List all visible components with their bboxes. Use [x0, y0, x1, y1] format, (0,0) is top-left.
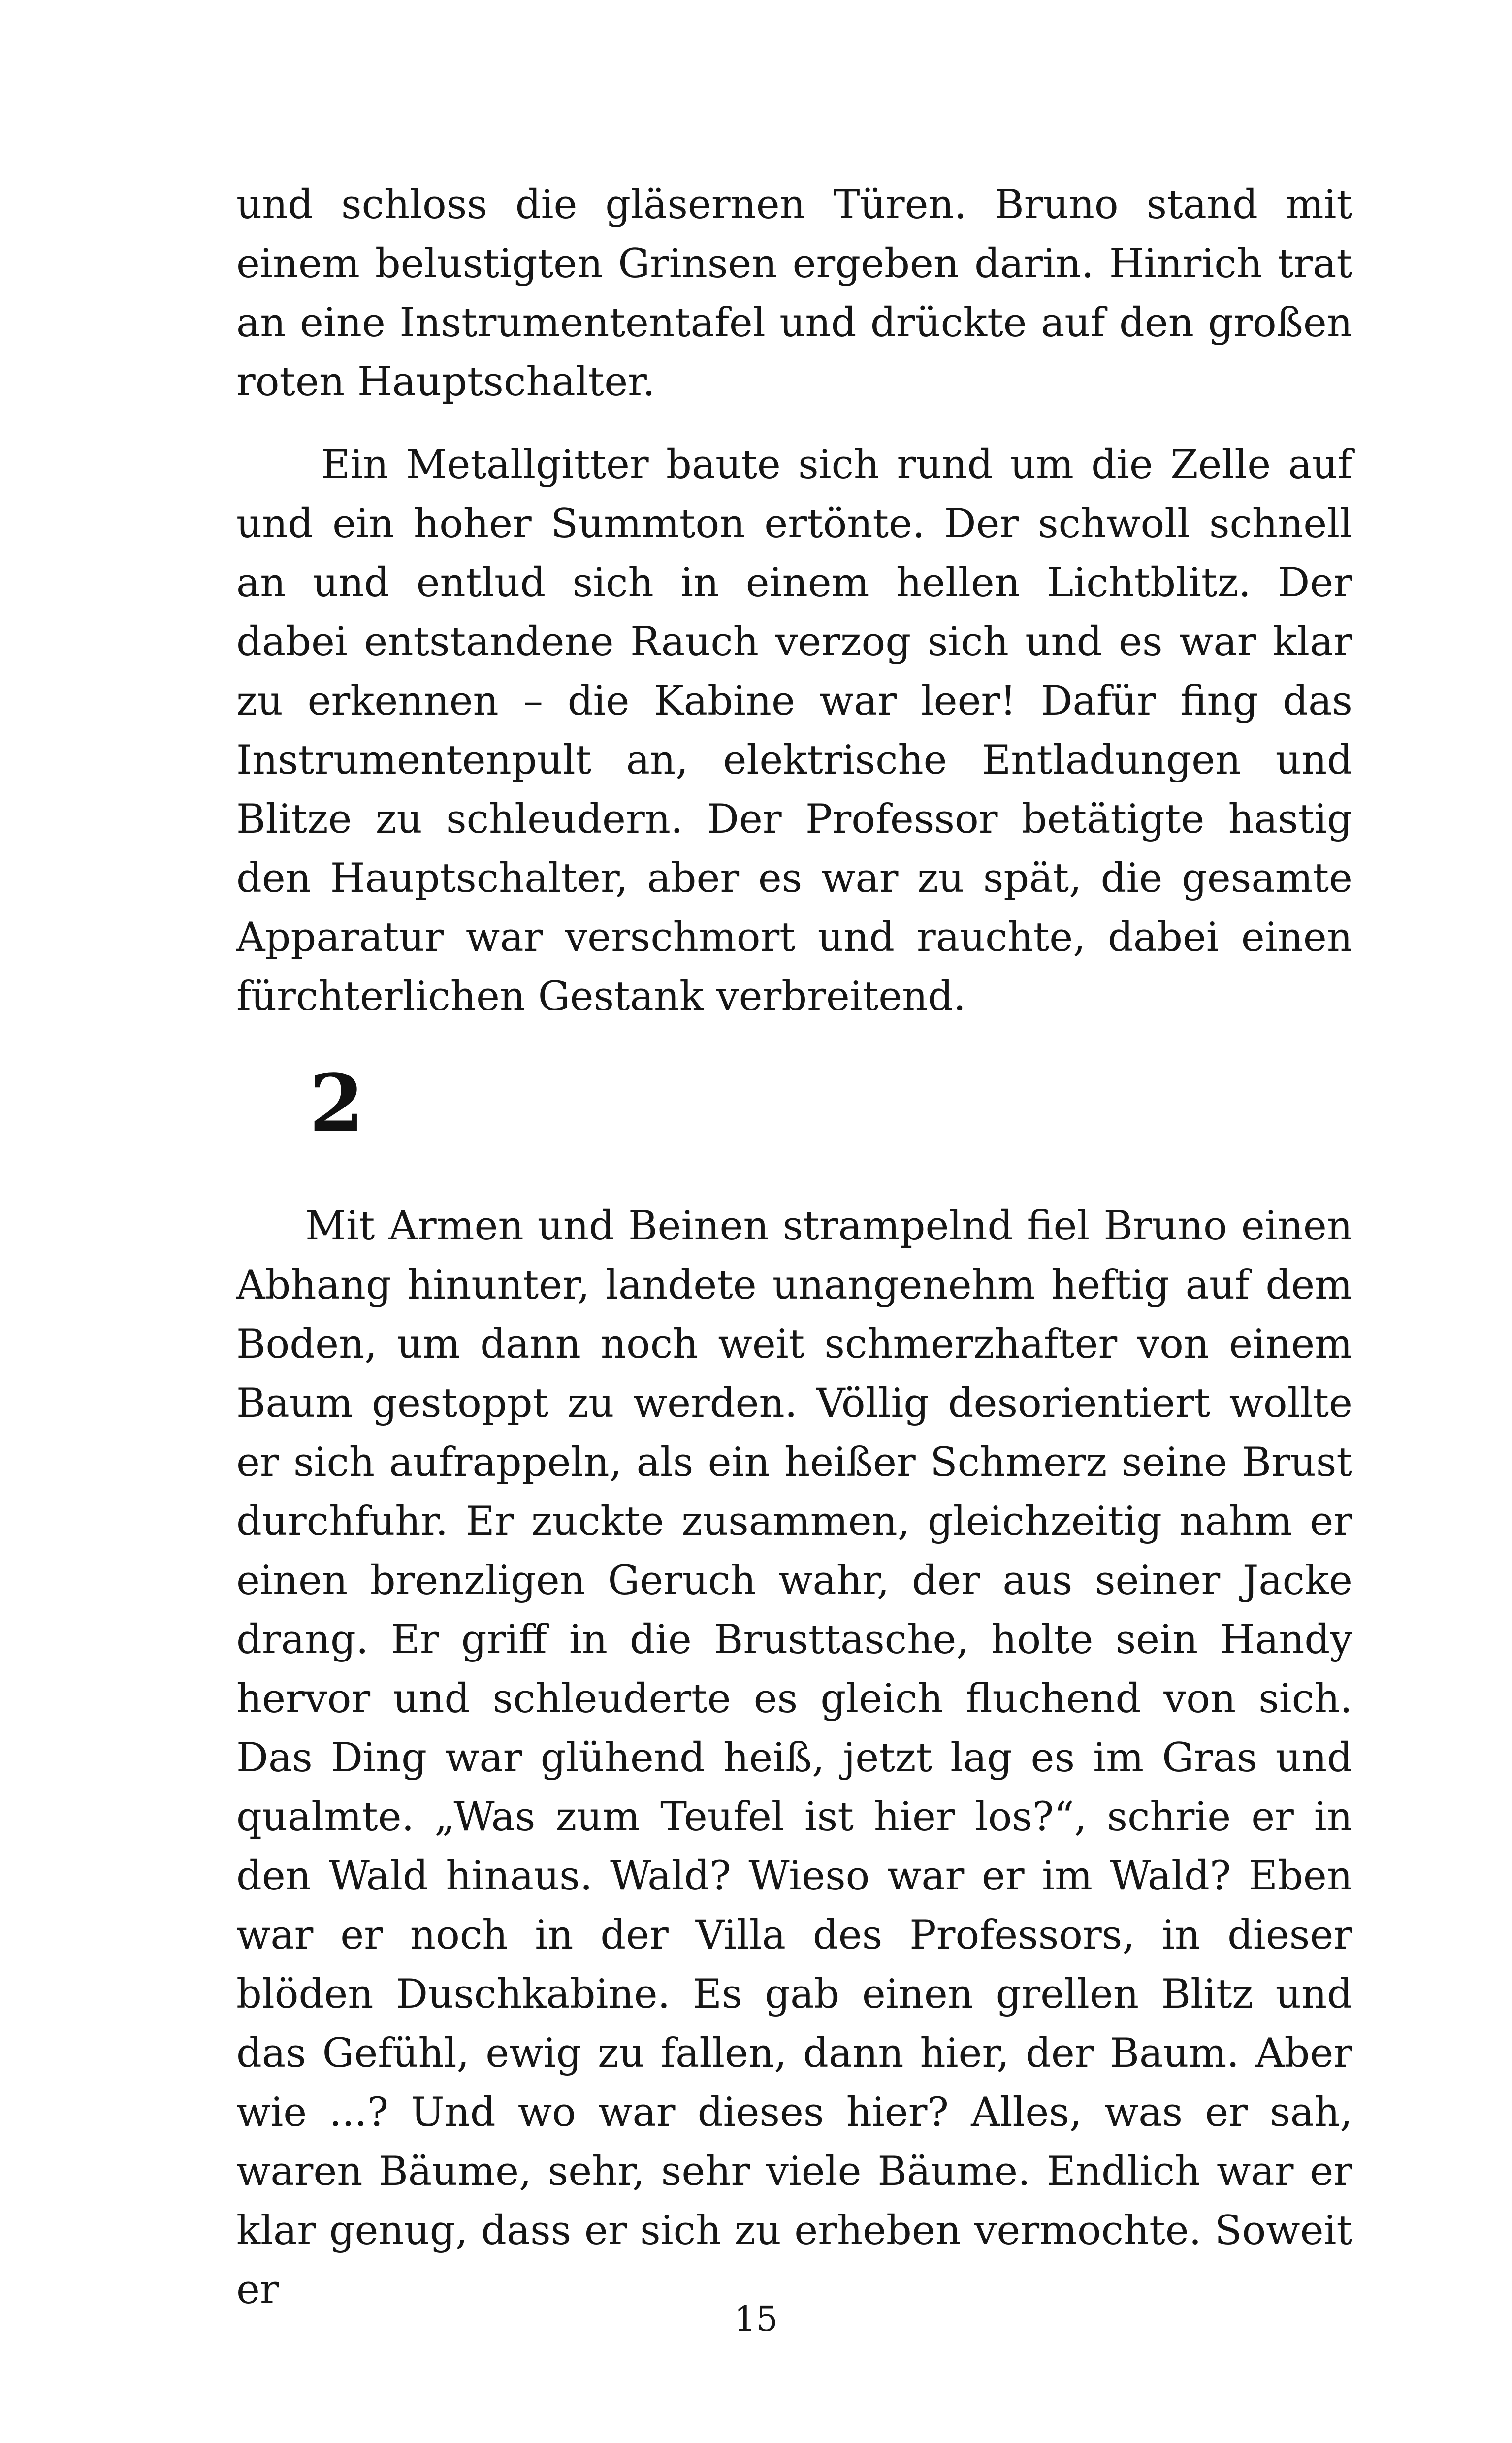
- text-block-top: [236, 175, 1352, 412]
- paragraph-metallgitter: Ein Metallgitter baute sich rund um die Zelle auf und ein hoher Summton ertönte. Der schwoll schnell an und entlud sich in einem hellen Lichtblitz. Der dabei entstandene Rauch verzog sich und es war klar zu erkennen – die Kabine war leer! Dafür fing das Instrumentenpult an, elektrische Entladungen und Blitze zu schleudern. Der Professor betätigte hastig den Hauptschalter, aber es war zu spät, die gesamte Apparatur war verschmort und rauchte, dabei einen fürchterlichen Gestank verbreitend.: [236, 442, 1352, 1020]
- paragraph-continued: und schloss die gläsernen Türen. Bruno stand mit einem belustigten Grinsen ergeben darin. Hinrich trat an eine Instrumententafel und drückte auf den großen roten Hauptschalter.: [236, 182, 1352, 405]
- text-block-middle: [236, 435, 1352, 1026]
- page-number: 15: [734, 2299, 778, 2339]
- text-block-chapter-2: [236, 1197, 1352, 2319]
- paragraph-chapter-opening: Mit Armen und Beinen strampelnd fiel Bruno einen Abhang hinunter, landete unangenehm heftig auf dem Boden, um dann noch weit schmerzhafter von einem Baum gestoppt zu werden. Völlig desorientiert wollte er sich aufrappeln, als ein heißer Schmerz seine Brust durchfuhr. Er zuckte zusammen, gleichzeitig nahm er einen brenzligen Geruch wahr, der aus seiner Jacke drang. Er griff in die Brusttasche, holte sein Handy hervor und schleuderte es gleich fluchend von sich. Das Ding war glühend heiß, jetzt lag es im Gras und qualmte. „Was zum Teufel ist hier los?“, schrie er in den Wald hinaus. Wald? Wieso war er im Wald? Eben war er noch in der Villa des Professors, in dieser blöden Duschkabine. Es gab einen grellen Blitz und das Gefühl, ewig zu fallen, dann hier, der Baum. Aber wie ...? Und wo war dieses hier? Alles, was er sah, waren Bäume, sehr, sehr viele Bäume. Endlich war er klar genug, dass er sich zu erheben vermochte. Soweit er: [236, 1203, 1352, 2313]
- chapter-number: 2: [309, 1057, 364, 1149]
